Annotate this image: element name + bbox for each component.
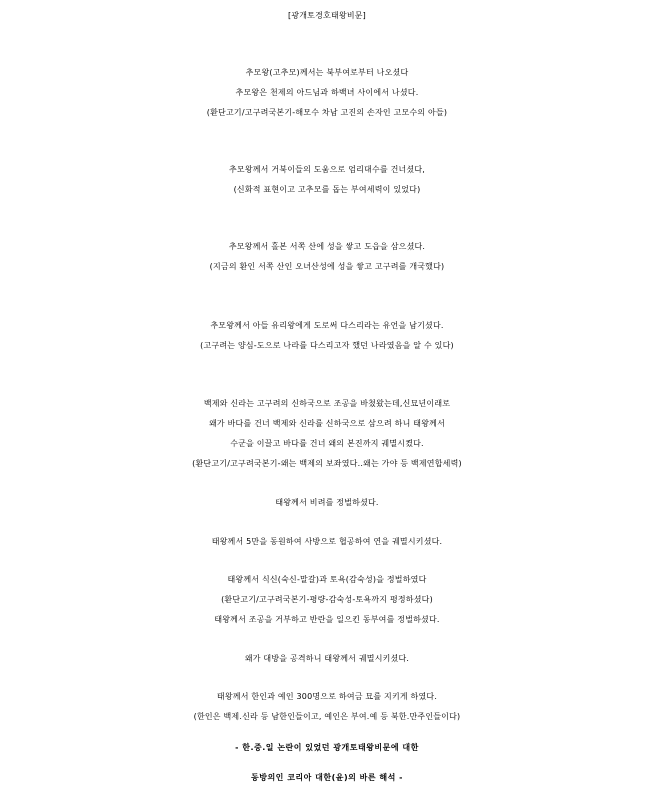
text-line: 추모왕은 천제의 아드님과 하백녀 사이에서 나셨다. [235,88,419,97]
text-line: (신화적 표현이고 고추모를 돕는 부여세력이 있었다) [233,185,421,194]
text-line: (환단고기/고구려국본기-평량-감숙성-토욕까지 평정하셨다) [221,595,433,604]
text-line: 추모왕께서 홀본 서쪽 산에 성을 쌓고 도읍을 삼으셨다. [228,242,426,251]
text-line: (환단고기/고구려국본기-왜는 백제의 보좌였다..왜는 가야 등 백제연합세력) [192,459,462,468]
text-line: (한인은 백제.신라 등 남한인들이고, 예인은 부여.예 등 북한.만주인들이다) [193,712,461,721]
text-line: 왜가 대방을 공격하니 태왕께서 궤멸시키셨다. [244,654,410,663]
text-line: 태왕께서 조공을 거부하고 반란을 일으킨 동부여를 정벌하셨다. [214,615,440,624]
text-line: 추모왕께서 거북이들의 도움으로 엄리대수를 건너셨다, [228,165,426,174]
text-line: 태왕께서 한인과 예인 300명으로 하여금 묘를 지키게 하였다. [216,692,438,701]
text-line: 태왕께서 5만을 동원하여 사방으로 협공하여 연을 궤멸시키셨다. [211,537,443,546]
text-line: 왜가 바다를 건너 백제와 신라를 신하국으로 삼으려 하니 태왕께서 [209,419,445,428]
text-line: (고구려는 양심-도으로 나라를 다스리고자 했던 나라였음을 알 수 있다) [200,341,454,350]
text-line: 태왕께서 비려를 정벌하셨다. [275,498,379,507]
footer-line: 동방의인 코리아 대한(윤)의 바른 해석 - [251,773,403,782]
document-title: [광개토경호태왕비문] [288,11,366,20]
footer-line: - 한.중.일 논란이 있었던 광개토태왕비문에 대한 [235,743,419,752]
text-line: (지금의 환인 서쪽 산인 오녀산성에 성을 쌓고 고구려를 개국했다) [209,262,445,271]
text-line: 수군을 이끌고 바다를 건너 왜의 본진까지 궤멸시켰다. [230,439,424,448]
text-line: 백제와 신라는 고구려의 신하국으로 조공을 바쳤왔는데,신묘년이래로 [203,399,451,408]
text-line: 추모왕(고추모)께서는 북부여로부터 나오셨다 [245,68,409,77]
text-line: (환단고기/고구려국본기-해모수 차남 고진의 손자인 고모수의 아들) [206,108,448,117]
text-line: 태왕께서 식신(숙신-말갈)과 토욕(감숙성)을 정벌하였다 [227,575,427,584]
text-line: 추모왕께서 아들 유리왕에게 도로써 다스리라는 유언을 남기셨다. [210,321,444,330]
